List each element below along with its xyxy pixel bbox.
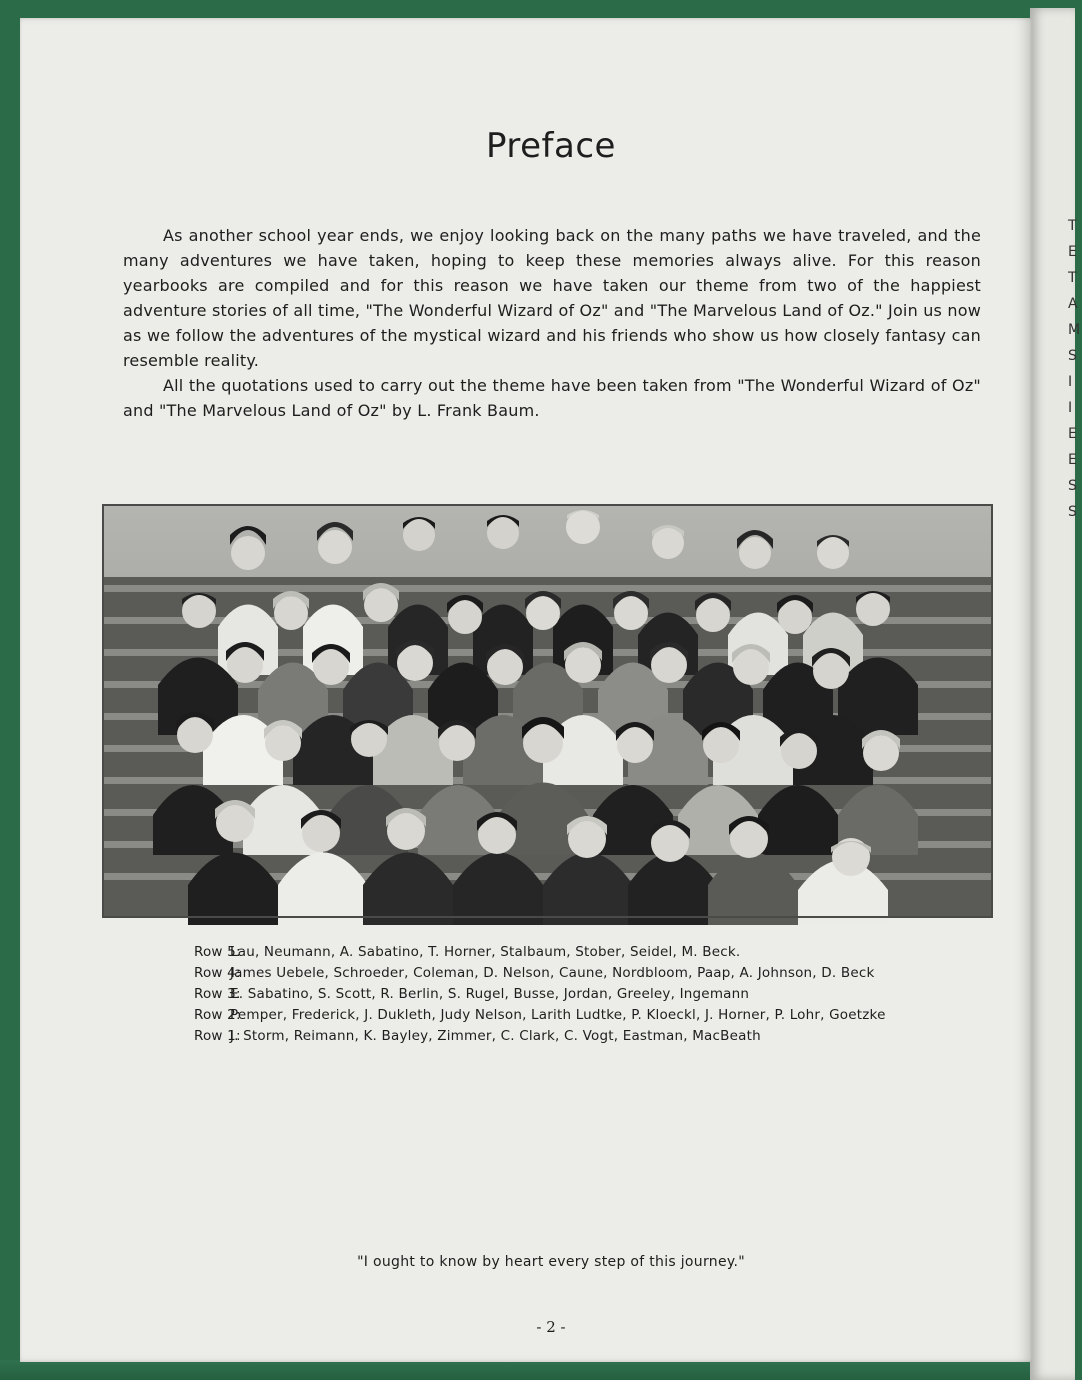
caption-row <box>194 942 914 963</box>
group-photo <box>103 505 992 917</box>
caption-row-label: Row 4: <box>194 965 241 981</box>
caption-row-names: Lau, Neumann, A. Sabatino, T. Horner, Stalbaum, Stober, Seidel, M. Beck. <box>230 944 741 960</box>
caption-row-names: James Uebele, Schroeder, Coleman, D. Nelson, Caune, Nordbloom, Paap, A. Johnson, D. Beck <box>230 965 875 981</box>
oz-quote: "I ought to know by heart every step of this journey." <box>357 1254 745 1270</box>
caption-row-label: Row 2: <box>194 1007 241 1023</box>
next-page-letter: T <box>1068 270 1077 286</box>
next-page-letter: S <box>1068 348 1077 364</box>
next-page-letter: A <box>1068 296 1078 312</box>
photo-caption <box>194 942 914 1047</box>
page-title: Preface <box>486 126 616 166</box>
caption-row-names: Pemper, Frederick, J. Dukleth, Judy Nelson, Larith Ludtke, P. Kloeckl, J. Horner, P. Lohr, Goetzke <box>230 1007 886 1023</box>
caption-row-names: E. Sabatino, S. Scott, R. Berlin, S. Rugel, Busse, Jordan, Greeley, Ingemann <box>230 986 750 1002</box>
next-page-letter: E <box>1068 244 1077 260</box>
yearbook-page <box>20 18 1032 1362</box>
next-page-letter: E <box>1068 452 1077 468</box>
caption-row-label: Row 5: <box>194 944 241 960</box>
next-page-letter: S <box>1068 478 1077 494</box>
preface-paragraph: All the quotations used to carry out the theme have been taken from "The Wonderful Wizard of Oz" and "The Marvelous Land of Oz" by L. Frank Baum. <box>123 376 981 420</box>
caption-row <box>194 1026 914 1047</box>
caption-row-names: J. Storm, Reimann, K. Bayley, Zimmer, C. Clark, C. Vogt, Eastman, MacBeath <box>230 1028 761 1044</box>
group-photo-image <box>103 505 992 917</box>
caption-row-label: Row 3: <box>194 986 241 1002</box>
caption-row <box>194 1005 914 1026</box>
page-number: - 2 - <box>536 1318 566 1336</box>
next-page-letter: M <box>1068 322 1081 338</box>
preface-body <box>123 223 981 423</box>
next-page-edge <box>1030 8 1081 1380</box>
preface-paragraph: As another school year ends, we enjoy looking back on the many paths we have traveled, and the many adventures we have taken, hoping to keep these memories always alive. For this reason yearbooks are compiled and for this reason we have taken our theme from two of the happiest adventure stories of all time, "The Wonderful Wizard of Oz" and "The Marvelous Land of Oz." Join us now as we follow the adventures of the mystical wizard and his friends who show us how closely fantasy can resemble reality. <box>123 226 981 370</box>
caption-row <box>194 984 914 1005</box>
next-page-letter: E <box>1068 426 1077 442</box>
caption-row-label: Row 1: <box>194 1028 241 1044</box>
next-page-letter: I <box>1068 400 1073 416</box>
next-page-letter: S <box>1068 504 1077 520</box>
caption-row <box>194 963 914 984</box>
next-page-letter: T <box>1068 218 1077 234</box>
next-page-letter: I <box>1068 374 1073 390</box>
book-cover-edge <box>0 1360 1075 1380</box>
